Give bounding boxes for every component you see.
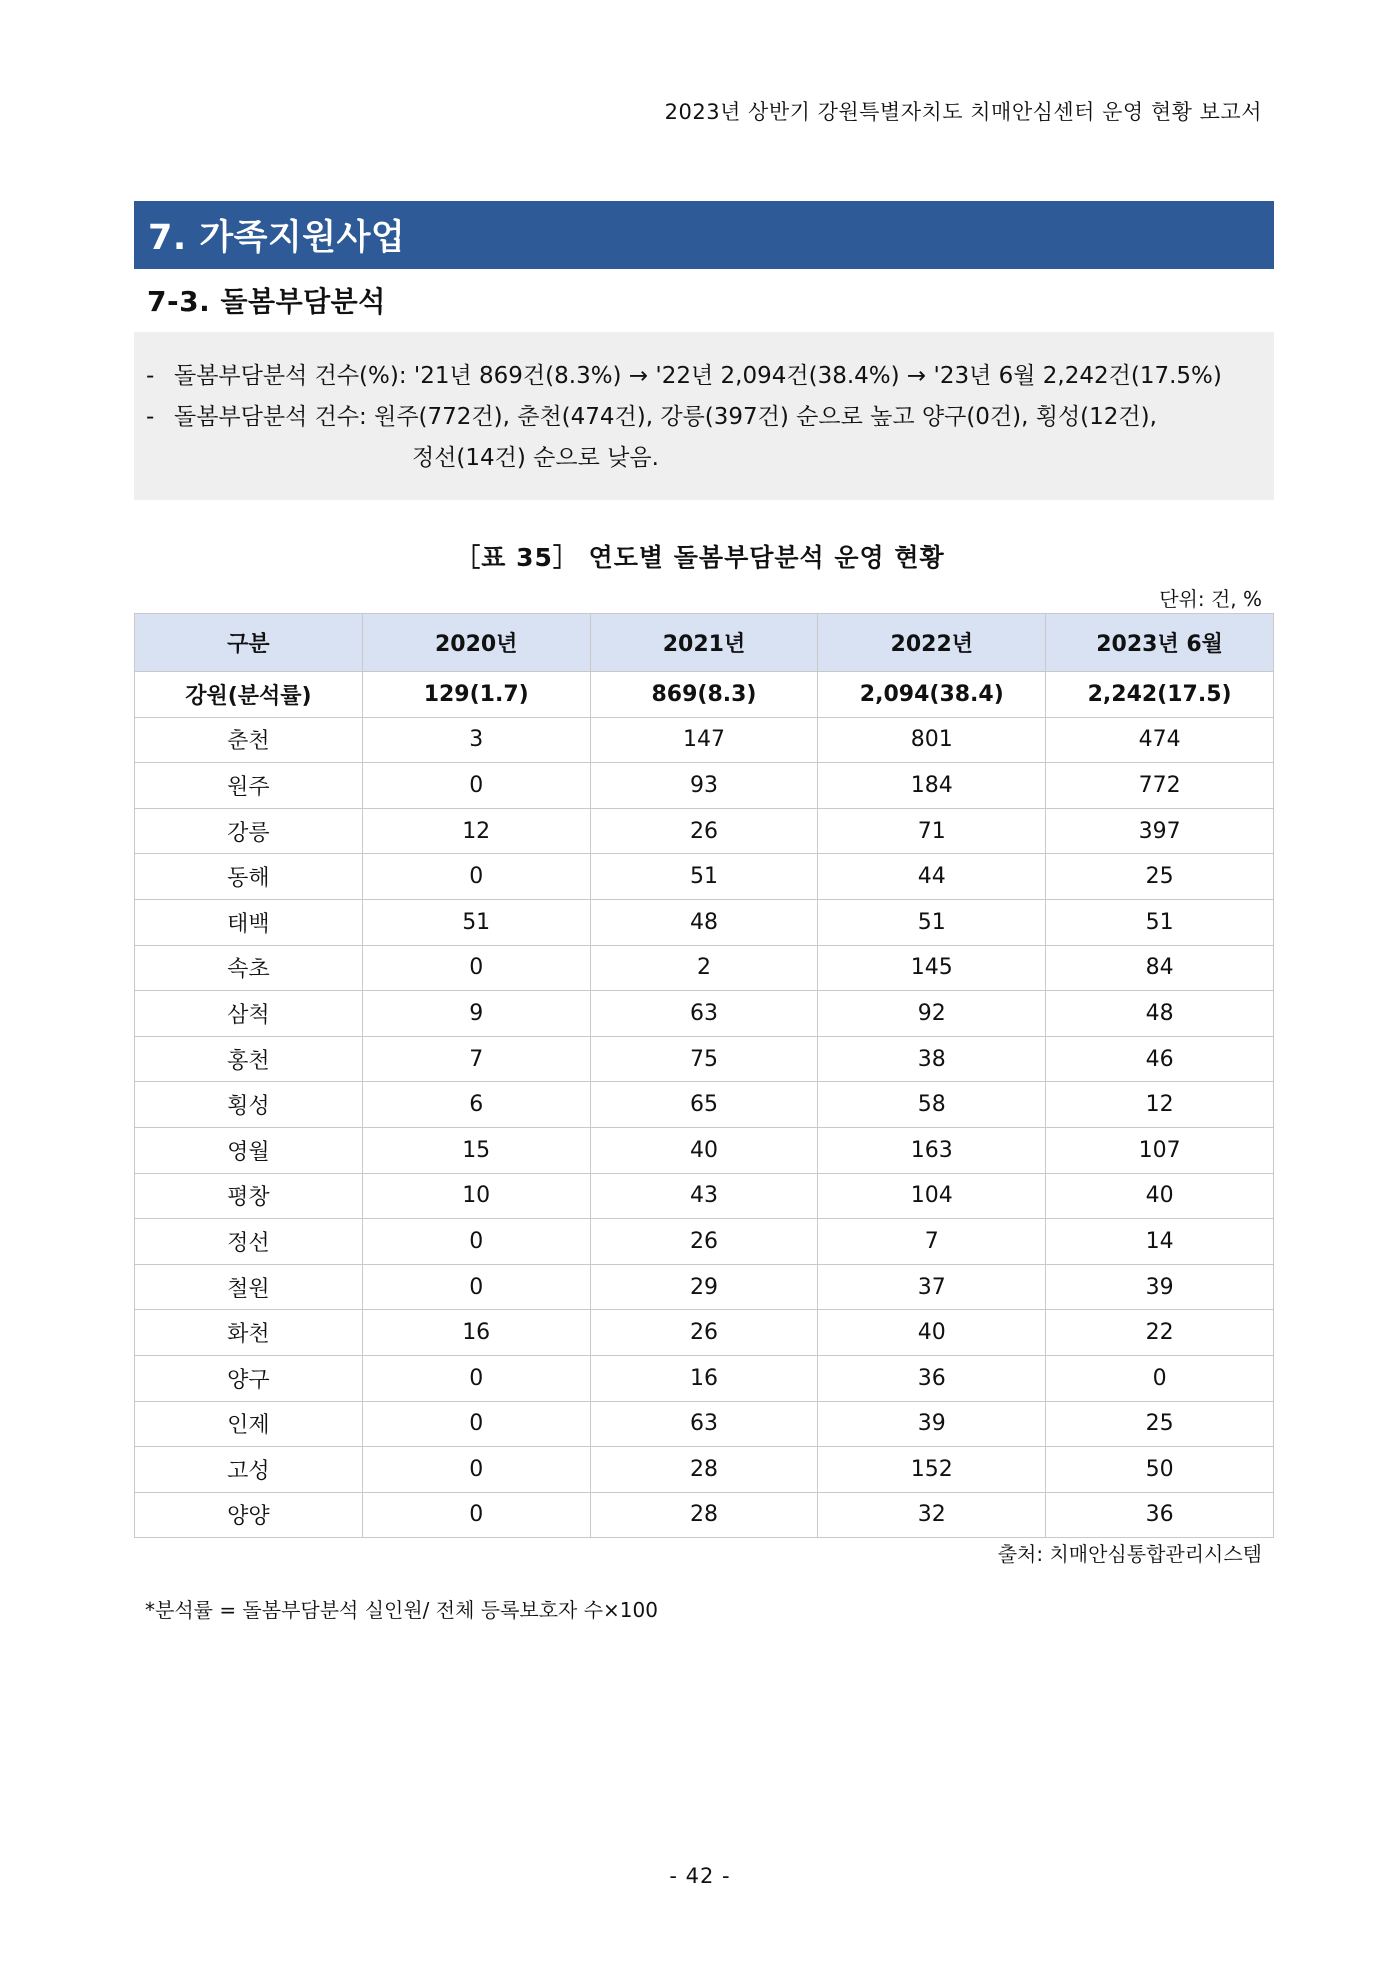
table-cell: 강원(분석률) [135, 672, 363, 718]
table-cell: 삼척 [135, 991, 363, 1037]
section-title-bar [134, 201, 1274, 269]
table-row [135, 1401, 1274, 1447]
table-cell: 48 [590, 899, 818, 945]
table-cell: 104 [818, 1173, 1046, 1219]
table-cell: 36 [1046, 1492, 1274, 1538]
table-row [135, 1082, 1274, 1128]
table-cell: 0 [362, 854, 590, 900]
table-cell: 16 [362, 1310, 590, 1356]
table-cell: 12 [1046, 1082, 1274, 1128]
table-cell: 32 [818, 1492, 1046, 1538]
table-cell: 16 [590, 1355, 818, 1401]
table-row [135, 945, 1274, 991]
table-cell: 474 [1046, 717, 1274, 763]
table-cell: 춘천 [135, 717, 363, 763]
column-header: 2020년 [362, 614, 590, 672]
table-cell: 고성 [135, 1447, 363, 1493]
table-header-row [135, 614, 1274, 672]
table-cell: 원주 [135, 763, 363, 809]
table-cell: 772 [1046, 763, 1274, 809]
column-header: 구분 [135, 614, 363, 672]
table-cell: 44 [818, 854, 1046, 900]
source-label: 출처: 치매안심통합관리시스템 [997, 1542, 1262, 1566]
column-header: 2022년 [818, 614, 1046, 672]
table-cell: 145 [818, 945, 1046, 991]
table-cell: 0 [362, 1492, 590, 1538]
table-cell: 0 [362, 945, 590, 991]
table-cell: 0 [362, 1264, 590, 1310]
table-cell: 51 [818, 899, 1046, 945]
table-cell: 양양 [135, 1492, 363, 1538]
summary-line-1 [146, 356, 1254, 397]
table-cell: 횡성 [135, 1082, 363, 1128]
table-row [135, 899, 1274, 945]
bullet-dash: - [146, 363, 155, 389]
table-cell: 43 [590, 1173, 818, 1219]
table-row [135, 1492, 1274, 1538]
table-cell: 40 [818, 1310, 1046, 1356]
table-cell: 3 [362, 717, 590, 763]
table-cell: 0 [362, 763, 590, 809]
footnote: *분석률 = 돌봄부담분석 실인원/ 전체 등록보호자 수×100 [145, 1598, 658, 1622]
data-table [134, 613, 1274, 1538]
page-number: - 42 - [669, 1864, 731, 1888]
table-cell: 801 [818, 717, 1046, 763]
table-row [135, 808, 1274, 854]
summary-line-2 [146, 397, 1254, 438]
table-row [135, 1173, 1274, 1219]
table-row [135, 717, 1274, 763]
table-cell: 92 [818, 991, 1046, 1037]
table-cell: 184 [818, 763, 1046, 809]
table-cell: 51 [1046, 899, 1274, 945]
table-cell: 28 [590, 1492, 818, 1538]
table-cell: 65 [590, 1082, 818, 1128]
table-cell: 태백 [135, 899, 363, 945]
table-cell: 48 [1046, 991, 1274, 1037]
table-cell: 50 [1046, 1447, 1274, 1493]
table-cell: 15 [362, 1127, 590, 1173]
table-cell: 46 [1046, 1036, 1274, 1082]
table-cell: 0 [362, 1355, 590, 1401]
table-cell: 홍천 [135, 1036, 363, 1082]
table-cell: 2,094(38.4) [818, 672, 1046, 718]
table-cell: 2,242(17.5) [1046, 672, 1274, 718]
table-cell: 869(8.3) [590, 672, 818, 718]
table-row [135, 763, 1274, 809]
table-cell: 양구 [135, 1355, 363, 1401]
table-cell: 평창 [135, 1173, 363, 1219]
table-row [135, 1447, 1274, 1493]
table-cell: 강릉 [135, 808, 363, 854]
table-cell: 75 [590, 1036, 818, 1082]
summary-text-2: 돌봄부담분석 건수: 원주(772건), 춘천(474건), 강릉(397건) 순으로 높고 양구(0건), 횡성(12건), [174, 404, 1157, 430]
table-cell: 36 [818, 1355, 1046, 1401]
table-cell: 7 [818, 1219, 1046, 1265]
column-header: 2021년 [590, 614, 818, 672]
section-title: 7. 가족지원사업 [148, 218, 406, 258]
table-cell: 26 [590, 808, 818, 854]
table-row [135, 1036, 1274, 1082]
table-row [135, 1310, 1274, 1356]
table-caption: ［표 35］ 연도별 돌봄부담분석 운영 현황 [455, 543, 945, 572]
table-cell: 58 [818, 1082, 1046, 1128]
table-cell: 93 [590, 763, 818, 809]
table-cell: 철원 [135, 1264, 363, 1310]
table-cell: 10 [362, 1173, 590, 1219]
running-header: 2023년 상반기 강원특별자치도 치매안심센터 운영 현황 보고서 [664, 100, 1262, 124]
table-cell: 51 [590, 854, 818, 900]
table-cell: 동해 [135, 854, 363, 900]
table-cell: 25 [1046, 1401, 1274, 1447]
table-row [135, 991, 1274, 1037]
table-cell: 인제 [135, 1401, 363, 1447]
summary-text-1: 돌봄부담분석 건수(%): '21년 869건(8.3%) → '22년 2,094건(38.4%) → '23년 6월 2,242건(17.5%) [174, 363, 1222, 389]
table-cell: 397 [1046, 808, 1274, 854]
table-cell: 정선 [135, 1219, 363, 1265]
table-row [135, 1127, 1274, 1173]
table-row [135, 1264, 1274, 1310]
table-cell: 7 [362, 1036, 590, 1082]
table-cell: 38 [818, 1036, 1046, 1082]
table-cell: 22 [1046, 1310, 1274, 1356]
bullet-dash: - [146, 404, 155, 430]
table-cell: 39 [818, 1401, 1046, 1447]
table-cell: 화천 [135, 1310, 363, 1356]
table-cell: 40 [590, 1127, 818, 1173]
table-cell: 63 [590, 1401, 818, 1447]
table-cell: 26 [590, 1219, 818, 1265]
table-cell: 9 [362, 991, 590, 1037]
table-cell: 29 [590, 1264, 818, 1310]
table-cell: 영월 [135, 1127, 363, 1173]
summary-box [134, 332, 1274, 500]
table-row [135, 1355, 1274, 1401]
table-cell: 107 [1046, 1127, 1274, 1173]
table-cell: 163 [818, 1127, 1046, 1173]
unit-label: 단위: 건, % [1159, 587, 1262, 611]
table-cell: 0 [362, 1401, 590, 1447]
table-cell: 0 [362, 1219, 590, 1265]
table-cell: 51 [362, 899, 590, 945]
table-cell: 71 [818, 808, 1046, 854]
table-cell: 0 [1046, 1355, 1274, 1401]
column-header: 2023년 6월 [1046, 614, 1274, 672]
subsection-title: 7-3. 돌봄부담분석 [147, 285, 386, 318]
table-cell: 39 [1046, 1264, 1274, 1310]
summary-text-2-continued: 정선(14건) 순으로 낮음. [412, 445, 659, 471]
table-cell: 12 [362, 808, 590, 854]
table-cell: 129(1.7) [362, 672, 590, 718]
table-cell: 0 [362, 1447, 590, 1493]
table-cell: 147 [590, 717, 818, 763]
table-cell: 25 [1046, 854, 1274, 900]
table-cell: 14 [1046, 1219, 1274, 1265]
table-row [135, 1219, 1274, 1265]
table-cell: 63 [590, 991, 818, 1037]
table-cell: 40 [1046, 1173, 1274, 1219]
table-row [135, 854, 1274, 900]
table-cell: 84 [1046, 945, 1274, 991]
table-cell: 152 [818, 1447, 1046, 1493]
table-cell: 속초 [135, 945, 363, 991]
table-total-row [135, 672, 1274, 718]
table-cell: 6 [362, 1082, 590, 1128]
table-cell: 26 [590, 1310, 818, 1356]
table-cell: 2 [590, 945, 818, 991]
table-cell: 37 [818, 1264, 1046, 1310]
table-cell: 28 [590, 1447, 818, 1493]
